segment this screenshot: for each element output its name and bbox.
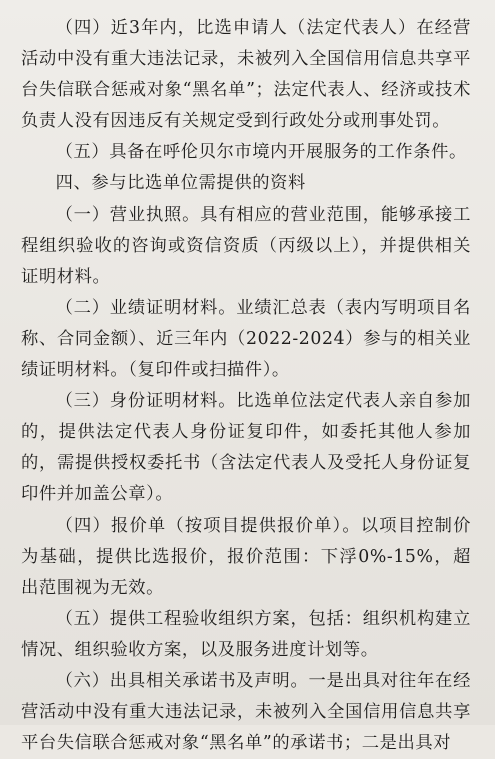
material-four-paragraph: （四）报价单（按项目提供报价单）。以项目控制价为基础，提供比选报价，报价范围：下浮0%-15%，超出范围视为无效。 [21, 515, 471, 598]
material-one-paragraph: （一）营业执照。具有相应的营业范围，能够承接工程组织验收的咨询或资信资质（丙级以上），并提供相关证明材料。 [21, 204, 471, 287]
material-five-paragraph: （五）提供工程验收组织方案，包括：组织机构建立情况、组织验收方案，以及服务进度计划等。 [21, 608, 471, 660]
material-six-paragraph: （六）出具相关承诺书及声明。一是出具对往年在经营活动中没有重大违法记录，未被列入全国信用信息共享平台失信联合惩戒对象“黑名单”的承诺书；二是出具对 [21, 670, 471, 754]
requirement-five-paragraph: （五）具备在呼伦贝尔市境内开展服务的工作条件。 [55, 142, 467, 163]
requirement-four-paragraph: （四）近3年内，比选申请人（法定代表人）在经营活动中没有重大违法记录，未被列入全国信用信息共享平台失信联合惩戒对象“黑名单”；法定代表人、经济或技术负责人没有因违反有关规定受到行政处分或刑事处罚。 [21, 18, 471, 132]
material-two-paragraph: （二）业绩证明材料。业绩汇总表（表内写明项目名称、合同金额）、近三年内（2022-2024）参与的相关业绩证明材料。（复印件或扫描件）。 [21, 297, 471, 381]
material-three-paragraph: （三）身份证明材料。比选单位法定代表人亲自参加的，提供法定代表人身份证复印件，如委托其他人参加的，需提供授权委托书（含法定代表人及受托人身份证复印件并加盖公章）。 [21, 391, 471, 505]
section-four-heading: 四、参与比选单位需提供的资料 [55, 173, 306, 194]
